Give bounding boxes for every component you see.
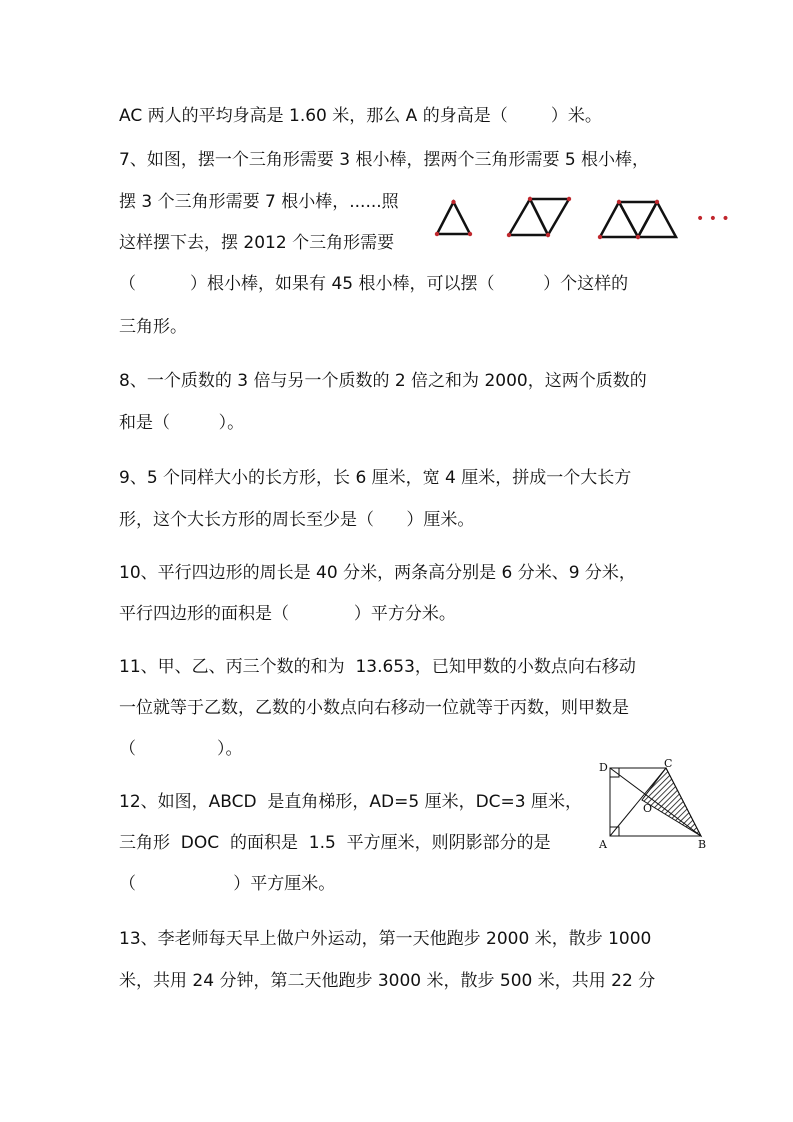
three-triangles [600,202,676,237]
label-b: B [698,838,707,851]
triangle-matchstick-figure [430,190,730,250]
continuation-ellipsis: • • • [696,211,730,227]
q8-text-line-2: 和是（ ）。 [119,413,245,433]
q11-text-line-1: 11、甲、乙、丙三个数的和为 13.653，已知甲数的小数点向右移动 [119,657,636,677]
q7-text-line-2: 摆 3 个三角形需要 7 根小棒，......照 [119,192,399,212]
q6-text-tail: AC 两人的平均身高是 1.60 米，那么 A 的身高是（ ）米。 [119,106,602,126]
one-triangle [437,202,470,234]
q13-text-line-1: 13、李老师每天早上做户外运动，第一天他跑步 2000 米，散步 1000 [119,929,652,949]
q12-text-line-2: 三角形 DOC 的面积是 1.5 平方厘米，则阴影部分的是 [119,833,551,853]
q8-text-line-1: 8、一个质数的 3 倍与另一个质数的 2 倍之和为 2000，这两个质数的 [119,371,647,391]
q11-text-line-3: （ ）。 [119,739,243,759]
trapezoid-lines [610,768,701,836]
label-a: A [599,838,607,851]
two-triangles [509,199,569,235]
q10-text-line-1: 10、平行四边形的周长是 40 分米，两条高分别是 6 分米、9 分米， [119,563,636,583]
q7-text-line-5: 三角形。 [119,317,187,337]
trapezoid-figure [596,758,716,852]
q9-text-line-2: 形，这个大长方形的周长至少是（ ）厘米。 [119,510,475,530]
label-c: C [664,758,673,770]
q13-text-line-2: 米，共用 24 分钟，第二天他跑步 3000 米，散步 500 米，共用 22 分 [119,971,656,991]
q12-text-line-3: （ ）平方厘米。 [119,874,336,894]
q7-text-line-1: 7、如图，摆一个三角形需要 3 根小棒，摆两个三角形需要 5 根小棒， [119,150,650,170]
label-d: D [599,761,608,774]
q9-text-line-1: 9、5 个同样大小的长方形，长 6 厘米，宽 4 厘米，拼成一个大长方 [119,468,632,488]
q10-text-line-2: 平行四边形的面积是（ ）平方分米。 [119,604,456,624]
q11-text-line-2: 一位就等于乙数，乙数的小数点向右移动一位就等于丙数，则甲数是 [119,698,629,718]
label-o: O [643,802,653,815]
q12-text-line-1: 12、如图，ABCD 是直角梯形，AD=5 厘米，DC=3 厘米， [119,792,583,812]
q7-text-line-4: （ ）根小棒，如果有 45 根小棒，可以摆（ ）个这样的 [119,274,629,294]
q7-text-line-3: 这样摆下去，摆 2012 个三角形需要 [119,233,395,253]
